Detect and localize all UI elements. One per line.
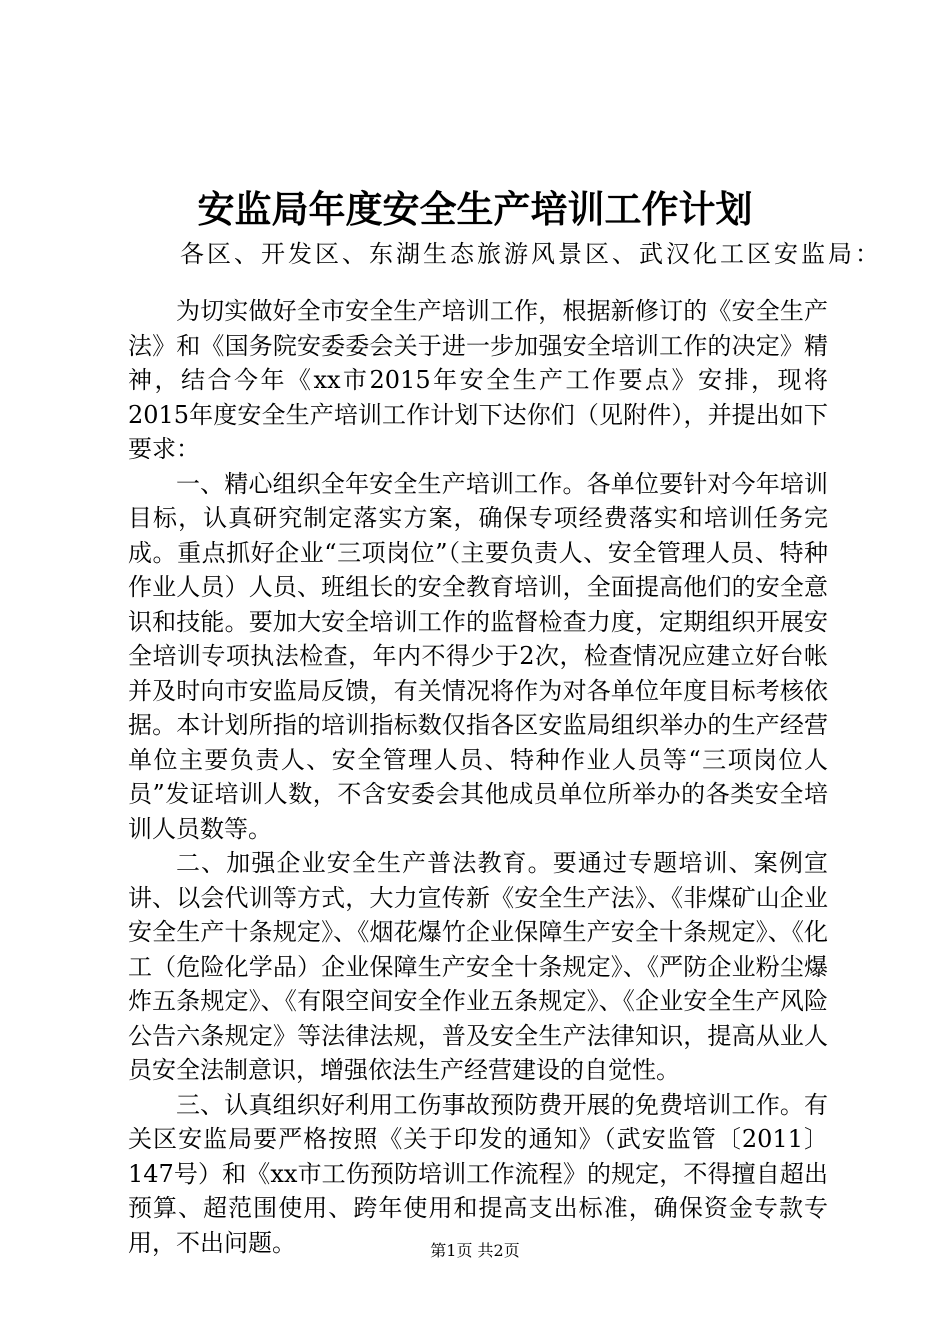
document-body [128,294,828,1260]
salutation: 各区、开发区、东湖生态旅游风景区、武汉化工区安监局： [180,240,882,268]
paragraph-intro: 为切实做好全市安全生产培训工作，根据新修订的《安全生产法》和《国务院安委委会关于进一步加强安全培训工作的决定》精神，结合今年《xx市2015年安全生产工作要点》安排，现将2015年度安全生产培训工作计划下达你们（见附件），并提出如下要求： [128,297,828,463]
paragraph-section-3: 三、认真组织好利用工伤事故预防费开展的免费培训工作。有关区安监局要严格按照《关于印发的通知》（武安监管〔2011〕147号）和《xx市工伤预防培训工作流程》的规定，不得擅自超出预算、超范围使用、跨年使用和提高支出标准，确保资金专款专用，不出问题。 [128,1090,828,1257]
paragraph-section-2: 二、加强企业安全生产普法教育。要通过专题培训、案例宣讲、以会代训等方式，大力宣传新《安全生产法》、《非煤矿山企业安全生产十条规定》、《烟花爆竹企业保障生产安全十条规定》、《化工（危险化学品）企业保障生产安全十条规定》、《严防企业粉尘爆炸五条规定》、《有限空间安全作业五条规定》、《企业安全生产风险公告六条规定》等法律法规，普及安全生产法律知识，提高从业人员安全法制意识，增强依法生产经营建设的自觉性。 [128,849,828,1084]
document-title: 安监局年度安全生产培训工作计划 [197,187,753,231]
page-indicator: 第1页 共2页 [430,1241,520,1260]
paragraph-section-1: 一、精心组织全年安全生产培训工作。各单位要针对今年培训目标，认真研究制定落实方案，确保专项经费落实和培训任务完成。重点抓好企业“三项岗位”（主要负责人、安全管理人员、特种作业人员）人员、班组长的安全教育培训，全面提高他们的安全意识和技能。要加大安全培训工作的监督检查力度，定期组织开展安全培训专项执法检查，年内不得少于2次，检查情况应建立好台帐并及时向市安监局反馈，有关情况将作为对各单位年度目标考核依据。本计划所指的培训指标数仅指各区安监局组织举办的生产经营单位主要负责人、安全管理人员、特种作业人员等“三项岗位人员”发证培训人数，不含安委会其他成员单位所举办的各类安全培训人员数等。 [128,469,828,843]
